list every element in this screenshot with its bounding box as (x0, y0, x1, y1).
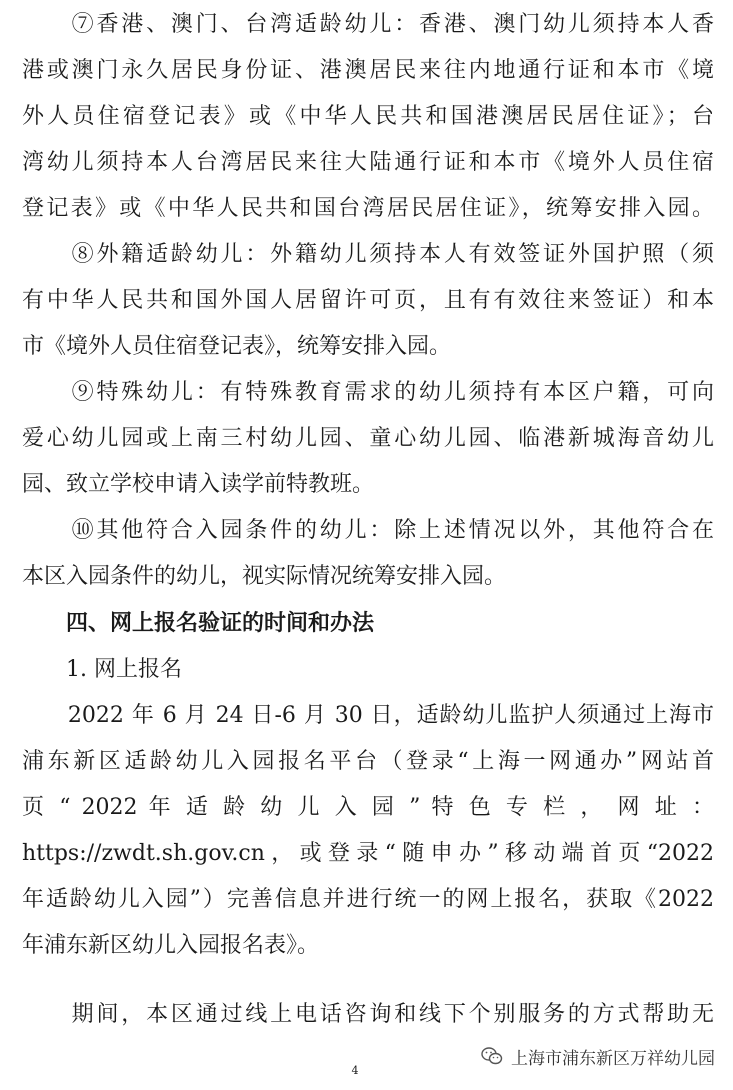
paragraph-line: ⑧外籍适龄幼儿：外籍幼儿须持本人有效签证外国护照（须 (22, 242, 714, 267)
paragraph-line: 外人员住宿登记表》或《中华人民共和国港澳居民居住证》；台 (22, 104, 714, 129)
paragraph-line: 浦东新区适龄幼儿入园报名平台（登录“上海一网通办”网站首 (22, 749, 714, 774)
page-number: 4 (351, 1064, 359, 1077)
paragraph-line: 期间，本区通过线上电话咨询和线下个别服务的方式帮助无 (22, 1002, 714, 1027)
paragraph-line: 2022 年 6 月 24 日-6 月 30 日，适龄幼儿监护人须通过上海市 (22, 703, 714, 728)
paragraph-line: 爱心幼儿园或上南三村幼儿园、童心幼儿园、临港新城海音幼儿 (22, 426, 714, 451)
paragraph-line: 登记表》或《中华人民共和国台湾居民居住证》，统筹安排入园。 (22, 196, 714, 221)
paragraph-line: ⑨特殊幼儿：有特殊教育需求的幼儿须持有本区户籍，可向 (22, 380, 714, 405)
paragraph-line: 年浦东新区幼儿入园报名表》。 (22, 933, 320, 958)
paragraph-line: https://zwdt.sh.gov.cn，或登录“随申办”移动端首页“2022 (22, 841, 714, 866)
paragraph-line: 页 “ 2022 年 适 龄 幼 儿 入 园 ” 特 色 专 栏 ， 网 址 ： (22, 795, 714, 820)
paragraph-line: 湾幼儿须持本人台湾居民来往大陆通行证和本市《境外人员住宿 (22, 150, 714, 175)
paragraph-line: ⑦香港、澳门、台湾适龄幼儿：香港、澳门幼儿须持本人香 (22, 12, 714, 37)
wechat-icon (481, 1046, 503, 1066)
watermark (481, 1043, 715, 1069)
paragraph-line: 有中华人民共和国外国人居留许可页，且有有效往来签证）和本 (22, 288, 714, 313)
watermark-text: 上海市浦东新区万祥幼儿园 (511, 1048, 715, 1069)
paragraph-line: 港或澳门永久居民身份证、港澳居民来往内地通行证和本市《境 (22, 58, 714, 83)
paragraph-line: 园、致立学校申请入读学前特教班。 (22, 472, 375, 497)
paragraph-line: 年适龄幼儿入园”）完善信息并进行统一的网上报名，获取《2022 (22, 887, 714, 912)
paragraph-line: 本区入园条件的幼儿，视实际情况统筹安排入园。 (22, 564, 507, 589)
paragraph-line: 市《境外人员住宿登记表》，统筹安排入园。 (22, 334, 452, 359)
subsection-heading: 1. 网上报名 (22, 657, 182, 682)
paragraph-line: ⑩其他符合入园条件的幼儿：除上述情况以外，其他符合在 (22, 518, 714, 543)
section-heading: 四、网上报名验证的时间和办法 (22, 611, 375, 636)
